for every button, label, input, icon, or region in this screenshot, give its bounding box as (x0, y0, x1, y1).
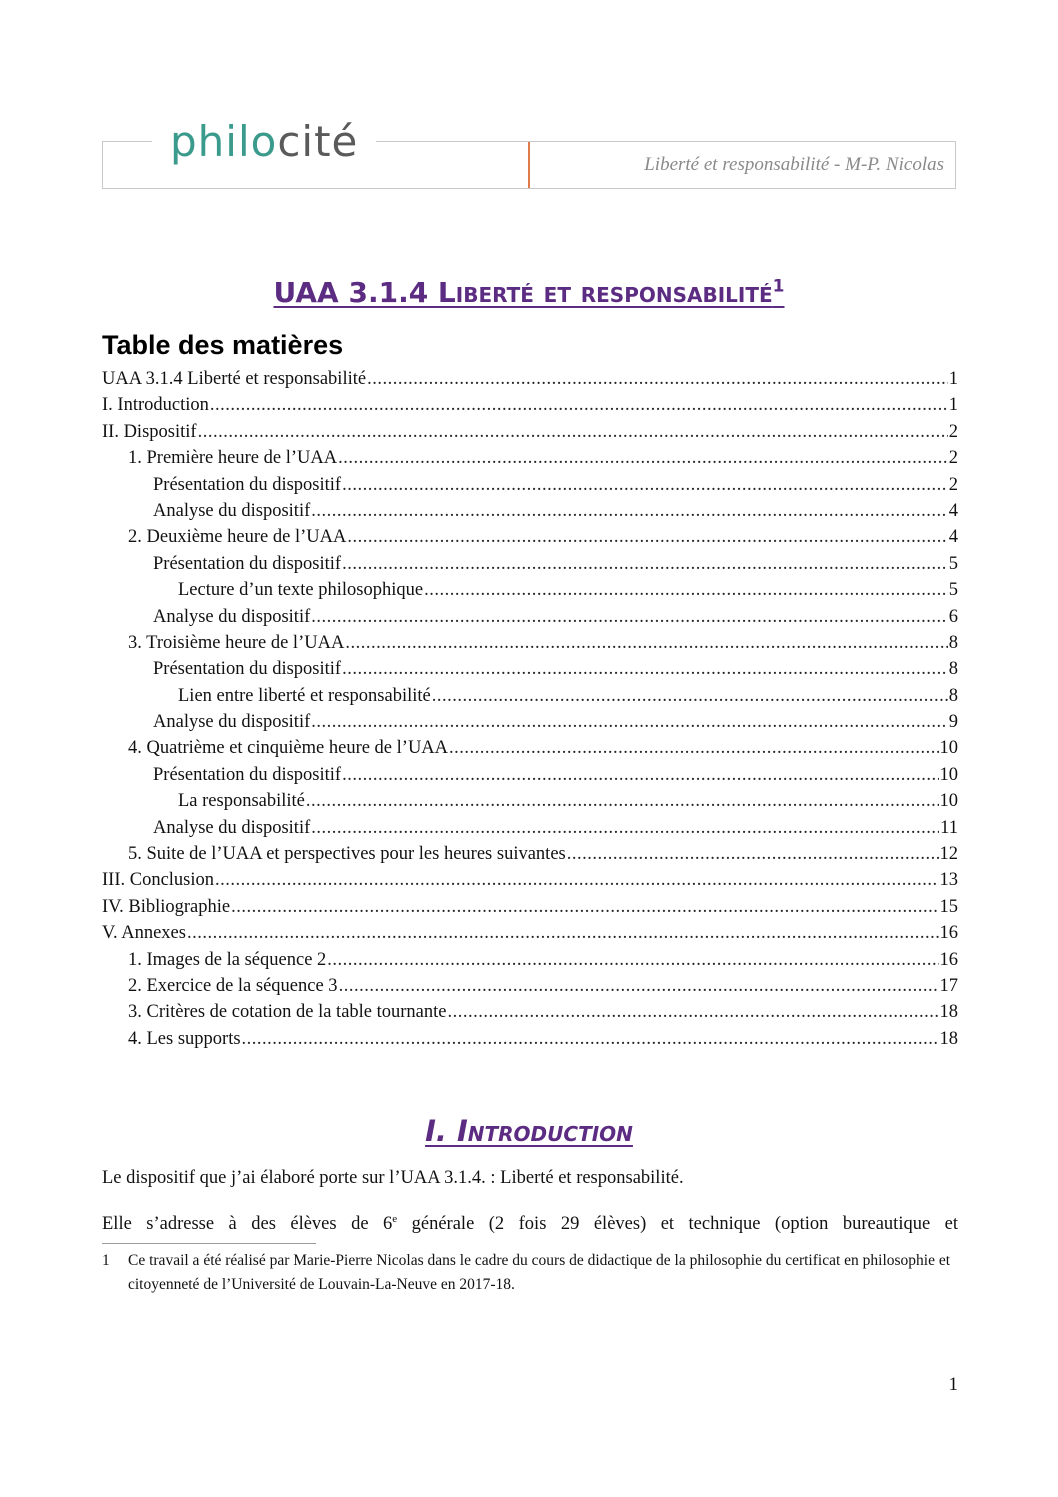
toc-entry[interactable] (102, 867, 958, 893)
section-heading-introduction: I. Introduction (425, 1114, 633, 1148)
toc-entry-page: 11 (940, 817, 958, 838)
toc-entry[interactable] (102, 973, 958, 999)
philocite-logo (152, 112, 376, 182)
toc-entry-page: 10 (939, 738, 958, 759)
toc-entry[interactable] (102, 1026, 958, 1052)
toc-leader (449, 735, 938, 761)
toc-entry[interactable] (102, 894, 958, 920)
toc-entry-page: 13 (939, 870, 958, 891)
toc-leader (347, 524, 947, 550)
toc-leader (342, 656, 948, 682)
toc-entry-label: Présentation du dispositif (153, 659, 342, 680)
toc-entry-page: 9 (948, 712, 958, 733)
title-footnote-ref[interactable]: 1 (772, 276, 785, 297)
toc-leader (306, 788, 939, 814)
toc-entry-page: 5 (948, 553, 958, 574)
toc-leader (311, 604, 948, 630)
toc-entry[interactable] (102, 815, 958, 841)
toc-entry[interactable] (102, 577, 958, 603)
toc-entry-label: III. Conclusion (102, 870, 215, 891)
toc-entry-page: 5 (948, 580, 958, 601)
table-of-contents (102, 366, 958, 1052)
toc-entry[interactable] (102, 947, 958, 973)
toc-entry-label: Présentation du dispositif (153, 764, 342, 785)
toc-entry-page: 1 (948, 395, 958, 416)
toc-entry-label: Analyse du dispositif (153, 712, 311, 733)
toc-entry[interactable] (102, 604, 958, 630)
toc-leader (567, 841, 939, 867)
toc-entry-page: 1 (948, 369, 958, 389)
toc-leader (339, 973, 939, 999)
toc-entry[interactable] (102, 656, 958, 682)
toc-entry-page: 18 (939, 1028, 958, 1049)
toc-entry-label: Présentation du dispositif (153, 553, 342, 574)
toc-entry-page: 4 (948, 500, 958, 521)
toc-entry[interactable] (102, 472, 958, 498)
toc-entry-label: V. Annexes (102, 923, 186, 944)
toc-entry-label: 4. Les supports (128, 1028, 241, 1049)
toc-leader (342, 762, 938, 788)
page-number: 1 (948, 1374, 958, 1395)
toc-entry-label: Analyse du dispositif (153, 606, 311, 627)
toc-entry-page: 2 (948, 448, 958, 469)
toc-entry-page: 2 (948, 421, 958, 442)
toc-entry-label: Lien entre liberté et responsabilité (178, 685, 431, 706)
toc-entry[interactable] (102, 762, 958, 788)
toc-leader (345, 630, 947, 656)
toc-leader (342, 551, 948, 577)
toc-leader (338, 445, 948, 471)
toc-entry-label: 2. Deuxième heure de l’UAA (128, 527, 347, 548)
toc-leader (424, 577, 948, 603)
toc-entry-label: 3. Troisième heure de l’UAA (128, 632, 345, 653)
toc-entry[interactable] (102, 392, 958, 418)
toc-entry[interactable] (102, 524, 958, 550)
toc-entry-page: 6 (948, 606, 958, 627)
toc-entry-label: Analyse du dispositif (153, 500, 311, 521)
footnote-number: 1 (102, 1252, 110, 1269)
toc-entry-label: 4. Quatrième et cinquième heure de l’UAA (128, 738, 449, 759)
footnote (102, 1249, 958, 1297)
toc-leader (210, 392, 948, 418)
toc-entry[interactable] (102, 419, 958, 445)
logo-text-philo: philo (170, 117, 278, 166)
intro-paragraph-2-end: générale (2 fois 29 élèves) et technique (option bureautique et (397, 1214, 958, 1235)
toc-leader (327, 947, 938, 973)
toc-entry-page: 18 (939, 1002, 958, 1023)
footnote-text: Ce travail a été réalisé par Marie-Pierre Nicolas dans le cadre du cours de didactique de la philosophie du certificat en philosophie et citoyenneté de l’Université de Louvain-La-Neuve en 2017-18. (128, 1252, 951, 1293)
toc-leader (367, 366, 948, 392)
toc-entry-label: La responsabilité (178, 791, 305, 812)
toc-entry[interactable] (102, 366, 958, 392)
footnote-separator (102, 1243, 316, 1244)
toc-entry-label: II. Dispositif (102, 421, 197, 442)
toc-entry[interactable] (102, 445, 958, 471)
toc-entry-page: 2 (948, 474, 958, 495)
document-title (102, 276, 956, 309)
toc-leader (198, 419, 948, 445)
toc-entry-page: 8 (948, 685, 958, 706)
toc-leader (311, 498, 948, 524)
toc-leader (432, 683, 948, 709)
toc-leader (342, 472, 948, 498)
toc-entry[interactable] (102, 709, 958, 735)
intro-paragraph-2-start: Elle s’adresse à des élèves de 6 (102, 1214, 393, 1235)
toc-entry-page: 17 (939, 975, 958, 996)
toc-entry-label: UAA 3.1.4 Liberté et responsabilité (102, 369, 367, 389)
toc-leader (311, 709, 948, 735)
toc-entry-label: Analyse du dispositif (153, 817, 311, 838)
toc-entry-label: 3. Critères de cotation de la table tournante (128, 1002, 447, 1023)
toc-entry[interactable] (102, 841, 958, 867)
toc-entry[interactable] (102, 999, 958, 1025)
toc-leader (187, 920, 939, 946)
toc-entry-page: 8 (948, 632, 958, 653)
toc-entry-label: 1. Images de la séquence 2 (128, 949, 327, 970)
toc-entry-label: Présentation du dispositif (153, 474, 342, 495)
toc-entry-label: 2. Exercice de la séquence 3 (128, 975, 338, 996)
toc-entry[interactable] (102, 735, 958, 761)
toc-entry-label: I. Introduction (102, 395, 209, 416)
toc-entry-page: 12 (939, 844, 958, 865)
logo-text-cite: cité (277, 117, 359, 166)
toc-entry-page: 8 (948, 659, 958, 680)
toc-entry-page: 15 (939, 896, 958, 917)
ordinal-superscript: e (392, 1213, 398, 1225)
toc-entry[interactable] (102, 551, 958, 577)
toc-leader (448, 999, 939, 1025)
toc-entry[interactable] (102, 920, 958, 946)
document-title-text: UAA 3.1.4 Liberté et responsabilité (273, 276, 773, 309)
toc-entry-page: 10 (939, 791, 958, 812)
toc-entry[interactable] (102, 630, 958, 656)
toc-entry-label: Lecture d’un texte philosophique (178, 580, 424, 601)
toc-entry-label: IV. Bibliographie (102, 896, 231, 917)
toc-entry-page: 16 (939, 923, 958, 944)
toc-entry-page: 10 (939, 764, 958, 785)
header-divider (528, 142, 530, 188)
toc-entry[interactable] (102, 683, 958, 709)
toc-entry[interactable] (102, 498, 958, 524)
toc-entry[interactable] (102, 788, 958, 814)
header-subtitle: Liberté et responsabilité - M-P. Nicolas (644, 154, 944, 175)
toc-leader (231, 894, 938, 920)
toc-entry-label: 1. Première heure de l’UAA (128, 448, 338, 469)
toc-entry-label: 5. Suite de l’UAA et perspectives pour les heures suivantes (128, 844, 566, 865)
toc-leader (242, 1026, 939, 1052)
toc-entry-page: 16 (939, 949, 958, 970)
toc-entry-page: 4 (948, 527, 958, 548)
intro-paragraph-1: Le dispositif que j’ai élaboré porte sur l’UAA 3.1.4. : Liberté et responsabilité. (102, 1168, 684, 1188)
toc-leader (215, 867, 938, 893)
intro-paragraph-2 (102, 1207, 958, 1236)
toc-leader (311, 815, 939, 841)
toc-heading: Table des matières (102, 330, 344, 360)
